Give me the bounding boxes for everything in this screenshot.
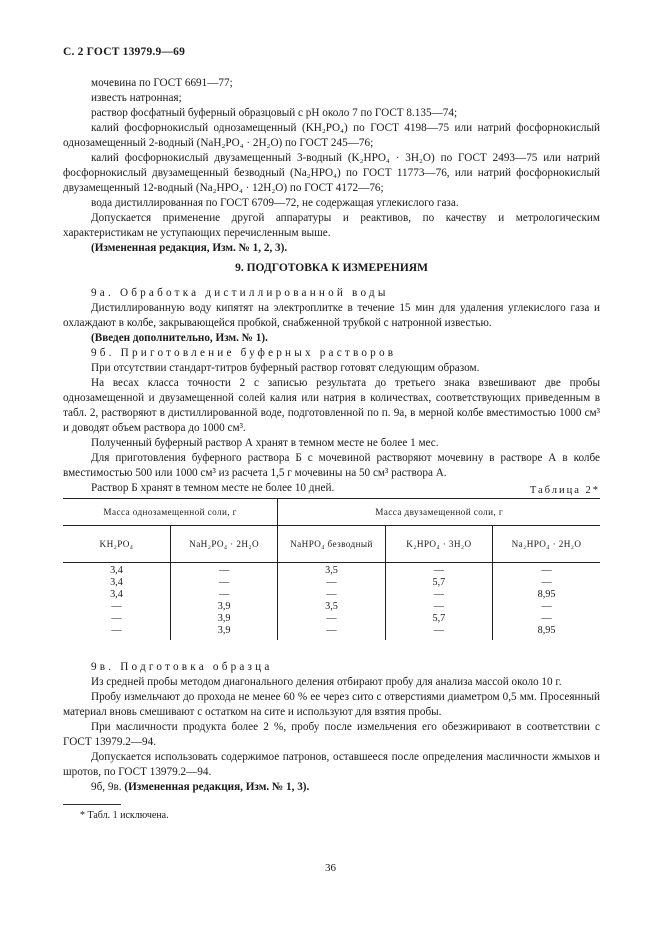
table-group-header: Масса двузамещенной соли, г — [278, 499, 600, 526]
table-cell: — — [385, 589, 492, 601]
table-cell: 3,4 — [110, 565, 123, 576]
table-cell: — — [493, 563, 600, 578]
paragraph: Из средней пробы методом диагонального деления отбирают пробу для анализа массой около 10 г. — [91, 676, 562, 688]
paragraph: На весах класса точности 2 с записью результата до третьего знака взвешивают две пробы однозамещенной и двузамещенной солей калия или натрия в количествах, соответствующих приведенным в табл. 2, растворяют в дистиллированной воде, подготовленной по п. 9а, в мерной колбе вместимостью 1000 см³ и доводят объем раствора до 1000 см³. — [63, 377, 600, 434]
amendment-note — [63, 780, 600, 795]
amendment-text: (Измененная редакция, Изм. № 1, 3). — [124, 781, 310, 793]
footnote-divider — [63, 804, 121, 805]
table-cell: — — [278, 577, 385, 589]
paragraph: Раствор Б хранят в темном месте не более 10 дней. — [91, 482, 335, 494]
table-cell: — — [111, 613, 122, 625]
table-cell: — — [385, 625, 492, 639]
table-cell: — — [278, 625, 385, 639]
table-row — [63, 577, 600, 589]
table-cell: — — [170, 589, 277, 601]
table-row — [63, 601, 600, 613]
table-cell: 3,9 — [170, 625, 277, 639]
table-cell: — — [493, 613, 600, 625]
table-cell: — — [170, 563, 277, 578]
reagent-line: калий фосфорнокислый двузамещенный 3-водный (K₂HPO₄ · 3H₂O) по ГОСТ 2493—75 или натрий фосфорнокислый двузамещенный безводный (Na₂HPO₄) по ГОСТ 11773—76, или натрий фосфорнокислый двузамещенный 12-водный (Na₂HPO₄ · 12H₂O) по ГОСТ 4172—76; — [63, 152, 600, 194]
subsection-title: 9б. Приготовление буферных растворов — [91, 347, 397, 359]
table-caption: Таблица 2* — [529, 485, 600, 496]
table-group-header: Масса однозамещенной соли, г — [63, 499, 278, 526]
paragraph: При отсутствии стандарт-титров буферный раствор готовят следующим образом. — [91, 362, 480, 374]
table-column-header: K₂HPO₄ · 3H₂O — [385, 526, 492, 563]
table-column-header: Na₂HPO₄ · 2H₂O — [493, 526, 600, 563]
page-number: 36 — [325, 862, 336, 874]
subsection-title: 9в. Подготовка образца — [91, 661, 273, 673]
table-cell: — — [111, 625, 122, 637]
table-cell: 3,9 — [170, 601, 277, 613]
reagent-line: вода дистиллированная по ГОСТ 6709—72, не содержащая углекислого газа. — [91, 197, 459, 209]
reagent-line: Допускается применение другой аппаратуры и реактивов, по качеству и метрологическим характеристикам не уступающих перечисленным выше. — [63, 212, 600, 239]
section-title: 9. ПОДГОТОВКА К ИЗМЕРЕНИЯМ — [235, 262, 428, 274]
table-row — [63, 563, 600, 578]
table-cell: 3,4 — [110, 589, 123, 601]
section-9a — [63, 286, 600, 496]
reagent-line: известь натронная; — [91, 92, 182, 104]
section-9v — [63, 660, 600, 795]
table-cell: — — [493, 601, 600, 613]
table-cell: 8,95 — [493, 625, 600, 639]
paragraph: Полученный буферный раствор А хранят в темном месте не более 1 мес. — [91, 437, 439, 449]
amendment-note: (Введен дополнительно, Изм. № 1). — [91, 332, 268, 344]
table-cell: 5,7 — [385, 577, 492, 589]
table-cell: — — [170, 577, 277, 589]
page-header: С. 2 ГОСТ 13979.9—69 — [63, 46, 186, 58]
paragraph: Для приготовления буферного раствора Б с мочевиной растворяют мочевину в растворе А в колбе вместимостью 500 или 1000 см³ из расчета 1,5 г мочевины на 50 см³ раствора А. — [63, 452, 600, 479]
amendment-note: (Измененная редакция, Изм. № 1, 2, 3). — [91, 242, 288, 254]
table-cell: 3,4 — [110, 577, 123, 589]
table-cell: — — [278, 589, 385, 601]
clause-reference: 9б, 9в. — [91, 781, 122, 793]
subsection-title: 9а. Обработка дистиллированной воды — [91, 287, 389, 299]
table-column-header: NaHPO₄ безводный — [278, 526, 385, 563]
table-cell: — — [493, 577, 600, 589]
table-column-header: KH₂PO₄ — [63, 526, 170, 563]
reagent-line: калий фосфорнокислый однозамещенный (KH₂PO₄) по ГОСТ 4198—75 или натрий фосфорнокислый однозамещенный 2-водный (NaH₂PO₄ · 2H₂O) по ГОСТ 245—76; — [63, 122, 600, 149]
reagents-list — [63, 76, 600, 256]
paragraph: Допускается использовать содержимое патронов, оставшееся после определения масличности жмыхов и шротов, по ГОСТ 13979.2—94. — [63, 751, 600, 778]
table-row — [63, 625, 600, 639]
table-cell: 3,5 — [278, 601, 385, 613]
table-row — [63, 589, 600, 601]
table-cell: 3,5 — [278, 563, 385, 578]
buffer-salts-table — [63, 498, 600, 640]
table-cell: — — [278, 613, 385, 625]
table-cell: — — [385, 601, 492, 613]
reagent-line: раствор фосфатный буферный образцовый с рН около 7 по ГОСТ 8.135—74; — [91, 107, 458, 119]
table-cell: 5,7 — [385, 613, 492, 625]
table-cell: — — [111, 601, 122, 613]
table-row — [63, 613, 600, 625]
table-cell: — — [385, 563, 492, 578]
table-column-header: NaH₂PO₄ · 2H₂O — [170, 526, 277, 563]
paragraph: При масличности продукта более 2 %, пробу после измельчения его обезжиривают в соответствии с ГОСТ 13979.2—94. — [63, 721, 600, 748]
table-cell: 3,9 — [170, 613, 277, 625]
reagent-line: мочевина по ГОСТ 6691—77; — [91, 77, 233, 89]
paragraph: Дистиллированную воду кипятят на электроплитке в течение 15 мин для удаления углекислого газа и охлаждают в колбе, закрывающейся пробкой, снабженной трубкой с натронной известью. — [63, 302, 600, 329]
paragraph: Пробу измельчают до прохода не менее 60 % ее через сито с отверстиями диаметром 0,5 мм. Просеянный материал вновь смешивают с остатком на сите и используют для взятия пробы. — [63, 691, 600, 718]
footnote: * Табл. 1 исключена. — [80, 810, 169, 821]
table-cell: 8,95 — [493, 589, 600, 601]
